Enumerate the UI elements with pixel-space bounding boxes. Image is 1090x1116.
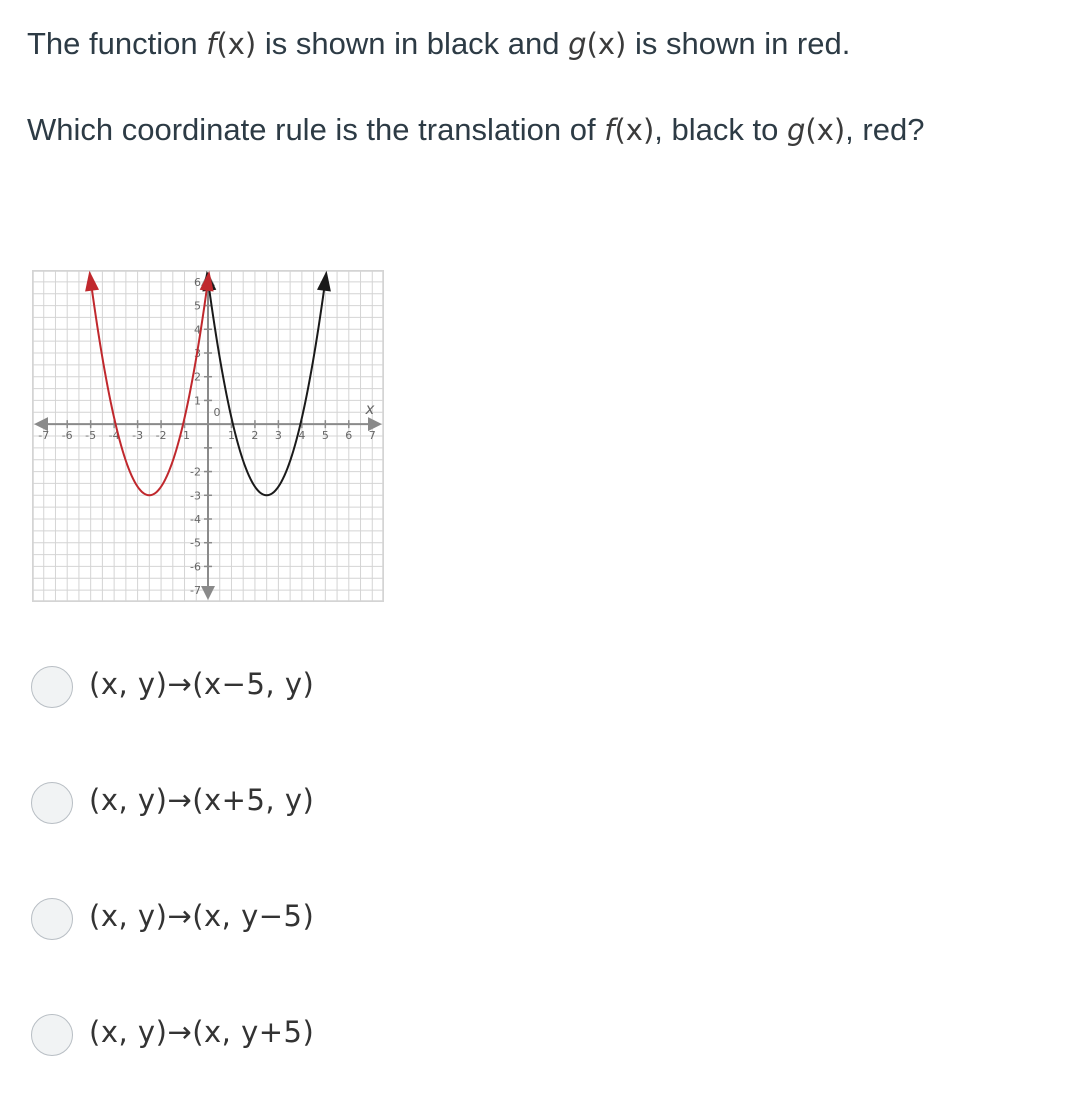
radio-button[interactable] bbox=[31, 898, 73, 940]
answer-label: (x, y)→(x−5, y) bbox=[89, 667, 315, 701]
question-text: is shown in red. bbox=[626, 26, 851, 61]
function-g-label: g(x) bbox=[786, 113, 846, 147]
question-text: , black to bbox=[654, 112, 787, 147]
answer-label: (x, y)→(x, y+5) bbox=[89, 1015, 315, 1049]
question-text: , red? bbox=[845, 112, 925, 147]
x-tick-label: -1 bbox=[179, 429, 191, 443]
x-tick-label: 1 bbox=[227, 429, 235, 443]
x-tick-label: -6 bbox=[61, 429, 73, 443]
y-tick-label: 4 bbox=[194, 323, 201, 337]
radio-button[interactable] bbox=[31, 1014, 73, 1056]
answer-label: (x, y)→(x, y−5) bbox=[89, 899, 315, 933]
answer-option-1[interactable] bbox=[31, 660, 451, 714]
y-tick-label: 1 bbox=[194, 394, 201, 408]
x-tick-label: -3 bbox=[132, 429, 144, 443]
y-tick-label: -5 bbox=[190, 536, 201, 550]
function-f-label: f(x) bbox=[206, 27, 257, 61]
answer-option-2[interactable] bbox=[31, 776, 451, 830]
x-tick-label: -7 bbox=[38, 429, 50, 443]
answer-option-4[interactable] bbox=[31, 1008, 451, 1062]
question-text: Which coordinate rule is the translation of bbox=[27, 112, 605, 147]
y-tick-label: -3 bbox=[190, 489, 201, 503]
y-tick-label: 2 bbox=[194, 370, 201, 384]
y-tick-label: -7 bbox=[190, 584, 201, 598]
x-tick-label: -5 bbox=[85, 429, 97, 443]
question-text: The function bbox=[27, 26, 207, 61]
answer-label: (x, y)→(x+5, y) bbox=[89, 783, 315, 817]
y-tick-label: 5 bbox=[194, 299, 201, 313]
y-tick-label: 3 bbox=[194, 347, 201, 360]
question-line-1 bbox=[27, 26, 850, 62]
question-text: is shown in black and bbox=[256, 26, 569, 61]
x-tick-label: 5 bbox=[321, 429, 329, 443]
radio-button[interactable] bbox=[31, 782, 73, 824]
y-tick-label: -2 bbox=[190, 465, 201, 479]
y-tick-label: 6 bbox=[194, 275, 201, 289]
x-tick-label: 6 bbox=[345, 429, 353, 443]
x-tick-label: 7 bbox=[368, 429, 376, 443]
x-tick-label: 2 bbox=[251, 429, 259, 443]
function-g-label: g(x) bbox=[568, 27, 627, 61]
x-tick-label: -2 bbox=[155, 429, 167, 443]
radio-button[interactable] bbox=[31, 666, 73, 708]
x-tick-label: -4 bbox=[108, 429, 120, 443]
x-tick-label: 3 bbox=[274, 429, 282, 443]
x-axis-label: x bbox=[365, 400, 375, 419]
answer-option-3[interactable] bbox=[31, 892, 451, 946]
x-tick-label: 4 bbox=[298, 429, 306, 443]
y-tick-label: -6 bbox=[190, 560, 201, 574]
question-line-2 bbox=[27, 112, 924, 148]
coordinate-graph bbox=[32, 270, 384, 602]
function-f-label: f(x) bbox=[604, 113, 655, 147]
origin-label: 0 bbox=[213, 406, 221, 420]
y-tick-label: -4 bbox=[190, 513, 201, 526]
